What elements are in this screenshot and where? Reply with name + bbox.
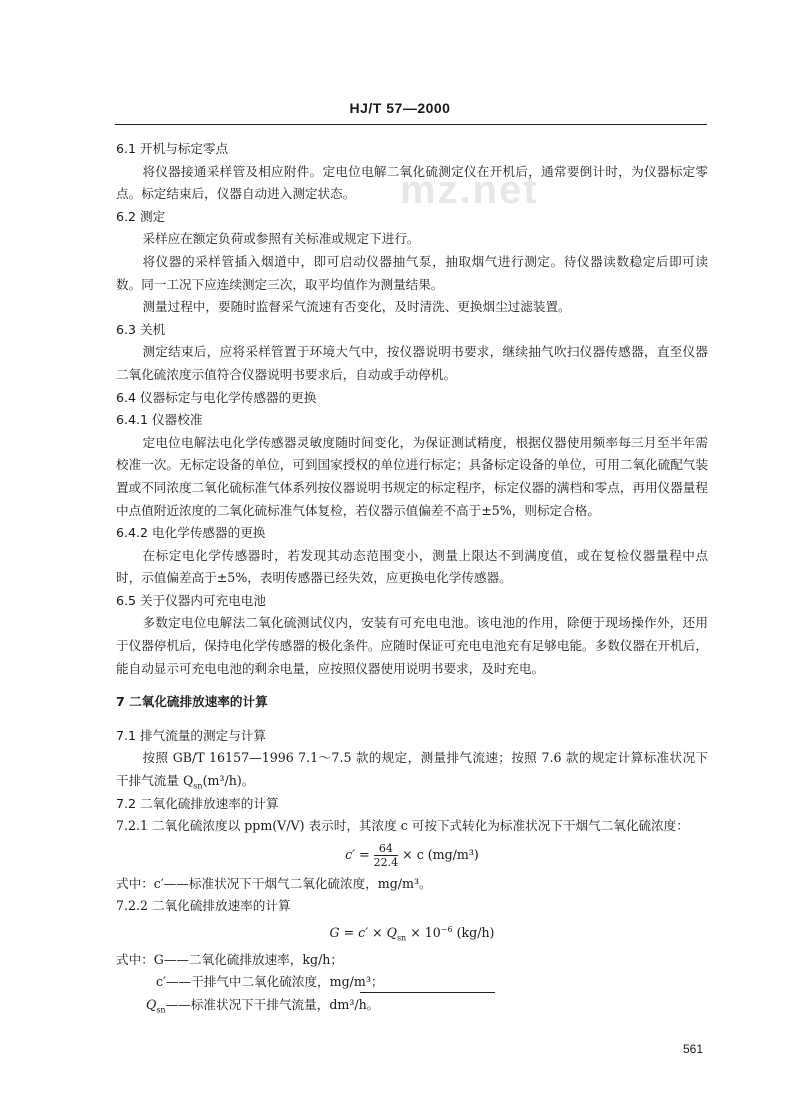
section-7-1-paragraph [116,747,708,792]
section-7-heading: 7 二氧化硫排放速率的计算 [116,694,268,710]
header-rule [115,124,707,125]
equation-2-rest: × 10 [406,925,441,940]
equation-1-fraction [374,842,399,869]
section-6-4-heading: 6.4 仪器标定与电化学传感器的更换 [116,389,317,405]
section-6-5-heading: 6.5 关于仪器内可充电电池 [116,592,266,608]
qsn-subscript: sn [156,1005,166,1015]
qsn-definition-text: ——标准状况下干排气流量，dm³/h。 [165,996,380,1012]
equation-2-unit: (kg/h) [452,925,495,940]
sn-subscript: sn [193,781,203,791]
definition-qsn [116,994,708,1017]
fraction-denominator: 22.4 [373,855,399,869]
equation-1-rhs: × c (mg/m³) [402,846,479,862]
section-6-2-heading: 6.2 测定 [116,208,166,224]
section-6-4-1-heading: 6.4.1 仪器校准 [116,412,203,428]
equation-2-subscript: sn [396,933,407,943]
section-6-1-paragraph: 将仪器接通采样管及相应附件。定电位电解二氧化硫测定仪在开机后，通常要倒计时，为仪器标定零点。标定结束后，仪器自动进入测定状态。 [116,163,708,202]
section-7-1-text-a: 按照 GB/T 16157—1996 7.1～7.5 款的规定，测量排气流速；按照 7.6 款的规定计算标准状况下干排气流量 Q [116,750,708,789]
qsn-symbol: Q [146,996,157,1012]
end-rule [360,992,495,993]
section-6-4-1-paragraph: 定电位电解法电化学传感器灵敏度随时间变化，为保证测试精度，根据仪器使用频率每三月至半年需校准一次。无标定设备的单位，可到国家授权的单位进行标定；具备标定设备的单位，可用二氧化硫配气装置或不同浓度二氧化硫标准气体系列按仪器说明书规定的标定程序，标定仪器的满档和零点，再用仪器量程中点值附近浓度的二氧化硫标准气体复检，若仪器示值偏差不高于±5%，则标定合格。 [116,434,708,518]
section-6-2-paragraph-2: 将仪器的采样管插入烟道中，即可启动仪器抽气泵，抽取烟气进行测定。待仪器读数稳定后即可读数。同一工况下应连续测定三次，取平均值作为测量结果。 [116,253,708,292]
section-6-1-heading: 6.1 开机与标定零点 [116,141,229,156]
page-number: 561 [683,1042,704,1056]
section-6-3-heading: 6.3 关机 [116,321,166,337]
definition-c-prime-2: c′——干排气中二氧化硫浓度，mg/m³； [156,974,384,990]
equation-emission-rate [116,922,708,945]
definition-g: 式中：G——二氧化硫排放速率，kg/h； [116,951,344,967]
equation-1-lhs: c′ = [345,846,370,862]
section-6-4-2-paragraph: 在标定电化学传感器时，若发现其动态范围变小，测量上限达不到满度值，或在复检仪器量程中点时，示值偏差高于±5%，表明传感器已经失效，应更换电化学传感器。 [116,547,708,586]
section-7-1-heading: 7.1 排气流量的测定与计算 [116,727,266,743]
section-6-4-2-heading: 6.4.2 电化学传感器的更换 [116,525,266,541]
section-6-5-paragraph: 多数定电位电解法二氧化硫测试仪内，安装有可充电电池。该电池的作用，除便于现场操作外，还用于仪器停机后，保持电化学传感器的极化条件。应随时保证可充电电池充有足够电能。多数仪器在开机后，能自动显示可充电电池的剩余电量，应按照仪器使用说明书要求，及时充电。 [116,615,708,676]
watermark: mz.net [400,168,539,212]
standard-header: HJ/T 57—2000 [349,100,451,116]
section-7-2-2-heading: 7.2.2 二氧化硫排放速率的计算 [116,898,291,914]
section-7-1-text-b: (m³/h)。 [202,773,255,789]
body-text [116,138,708,1016]
definition-c-prime: 式中：c′——标准状况下干烟气二氧化硫浓度，mg/m³。 [116,875,432,891]
section-6-2-paragraph-3: 测量过程中，要随时监督采气流速有否变化，及时清洗、更换烟尘过滤装置。 [142,299,571,315]
equation-2-main: G = c′ × Q [329,925,397,940]
section-7-2-1-paragraph: 7.2.1 二氧化硫浓度以 ppm(V/V) 表示时，其浓度 c 可按下式转化为标准状况下干烟气二氧化硫浓度： [116,818,689,834]
section-6-3-paragraph: 测定结束后，应将采样管置于环境大气中，按仪器说明书要求，继续抽气吹扫仪器传感器，直至仪器二氧化硫浓度示值符合仪器说明书要求后，自动或手动停机。 [116,344,708,382]
section-6-2-paragraph-1: 采样应在额定负荷或参照有关标准或规定下进行。 [142,231,420,247]
section-7-2-heading: 7.2 二氧化硫排放速率的计算 [116,795,279,811]
fraction-numerator: 64 [374,842,399,856]
equation-2-exponent: −6 [440,924,453,934]
equation-concentration [116,842,708,869]
